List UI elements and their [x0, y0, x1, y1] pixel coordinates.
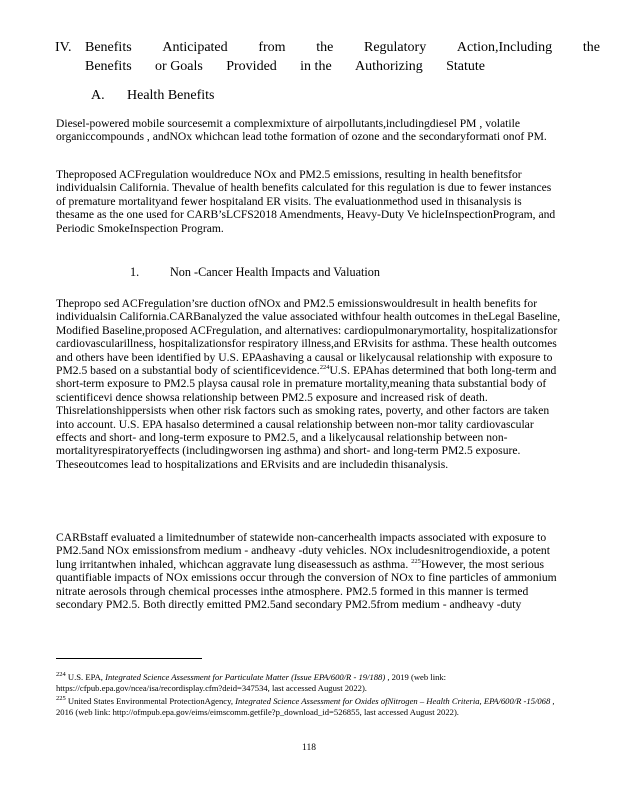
footnote-ref-225[interactable]: 225 — [411, 557, 421, 565]
paragraph-diesel-sources: Diesel-powered mobile sourcesemit a complexmixture of airpollutants,includingdiesel PM , volatile organiccompounds , andNOx whichcan lead tothe formation of ozone and the secondaryformati onof PM. — [56, 117, 547, 144]
section-title-line-2: Benefits or Goals Provided in the Authorizing Statute — [85, 59, 485, 74]
paragraph-non-cancer-impacts: Thepropo sed ACFregulation’sre duction ofNOx and PM2.5 emissionswouldresult in health benefits for individualsin California.CARBanalyzed the value associated withfour health outcomes in theLegal Baseline, Modified Baseline,proposed ACFregulation, and alternatives: cardiopulmonarymortality, hospitalizationsfor cardiovascularillness, hospitalizationsfor respiratory illness,and ERvisits for asthma. These health outcomes and others have been identified by U.S. EPAashaving a causal or likelycausal relationship with exposure to PM2.5 based on a substantial body of scientificevidence.$^{224}$U.S. EPAhas determined that both long-term and short-term exposure to PM2.5 playsa causal role in premature mortality,meaning thata substantial body of scientificevi dence showsa relationship between PM2.5 exposure and increased risk of death. Thisrelationshippersists when other risk factors such as smoking rates, poverty, and other factors are taken into account. U.S. EPA hasalso determined a causal relationship between non-mor tality cardiovascular effects and short- and long-term exposure to PM2.5, and a likelycausal relationship between non-mortalityrespiratoryeffects (includingworsen ing asthma) and short- and long-term PM2.5 exposure. Theseoutcomes lead to hospitalizations and ERvisits and are includedin thisanalysis. — [56, 297, 561, 471]
footnote-marker: 225 — [56, 695, 66, 703]
section-title-line-1: Benefits Anticipated from the Regulatory Action,Including the — [85, 40, 600, 55]
footnote-225: $^{225}$ United States Environmental ProtectionAgency, Integrated Science Assessment for Oxides ofNitrogen – Health Criteria, EPA/600/R -15/068 , 2016 (web link: http://ofmpub.epa.gov/eims/eimscomm.getfile?p_download_id=526855, last accessed August 2022). — [56, 695, 555, 717]
paragraph-health-benefits: Theproposed ACFregulation wouldreduce NOx and PM2.5 emissions, resulting in health benefitsfor individualsin California. Thevalue of health benefits calculated for this regulation is due to fewer instances of premature mortalityand fewer hospitaland ER visits. The evaluationmethod used in thisanalysis is thesame as the one used for CARB’sLCFS2018 Amendments, Heavy-Duty Ve hicleInspectionProgram, and Periodic SmokeInspection Program. — [56, 168, 556, 235]
footnote-ref-224[interactable]: 224 — [319, 364, 330, 372]
footnote-link-text[interactable]: , 2016 (web link: http://ofmpub.epa.gov/eims/eimscomm.getfile?p_download_id=526855, last accessed August 2022). — [56, 696, 555, 717]
section-number: IV. — [55, 40, 72, 55]
page-number: 118 — [302, 743, 316, 753]
footnote-divider — [56, 658, 202, 659]
subsection-heading — [91, 88, 214, 104]
numbered-heading — [130, 265, 430, 280]
footnote-marker: 224 — [56, 671, 66, 679]
paragraph-carb-staff-evaluation: CARBstaff evaluated a limitednumber of statewide non-cancerhealth impacts associated with exposure to PM2.5and NOx emissionsfrom medium - andheavy -duty vehicles. NOx includesnitrogendioxide, a potent lung irritantwhen inhaled, whichcan aggravate lung diseasessuch as asthma. $^{225}$However, the most serious quantifiable impacts of NOx emissions occur through the conversion of NOx to fine particles of ammonium nitrate aerosols through chemical processes inthe atmosphere. PM2.5 formed in this manner is termed secondary PM2.5. Both directly emitted PM2.5and secondary PM2.5from medium - andheavy -duty — [56, 531, 557, 612]
numbered-heading-number: 1. — [130, 265, 140, 279]
footnote-link-text[interactable]: , 2019 (web link: https://cfpub.epa.gov/ncea/isa/recordisplay.cfm?deid=347534, last accessed August 2022). — [56, 672, 447, 693]
subsection-letter: A. — [91, 88, 105, 103]
footnote-title: Integrated Science Assessment for Oxides ofNitrogen – Health Criteria, EPA/600/R -15/068 — [235, 696, 551, 706]
footnote-title: Integrated Science Assessment for Particulate Matter (Issue EPA/600/R - 19/188) — [105, 672, 386, 682]
footnote-224: $^{224}$ U.S. EPA, Integrated Science Assessment for Particulate Matter (Issue EPA/600/R - 19/188) , 2019 (web link: https://cfpub.epa.gov/ncea/isa/recordisplay.cfm?deid=347534, last accessed August 2022). — [56, 671, 447, 693]
numbered-heading-title: Non -Cancer Health Impacts and Valuation — [170, 265, 380, 279]
subsection-title: Health Benefits — [127, 88, 215, 103]
